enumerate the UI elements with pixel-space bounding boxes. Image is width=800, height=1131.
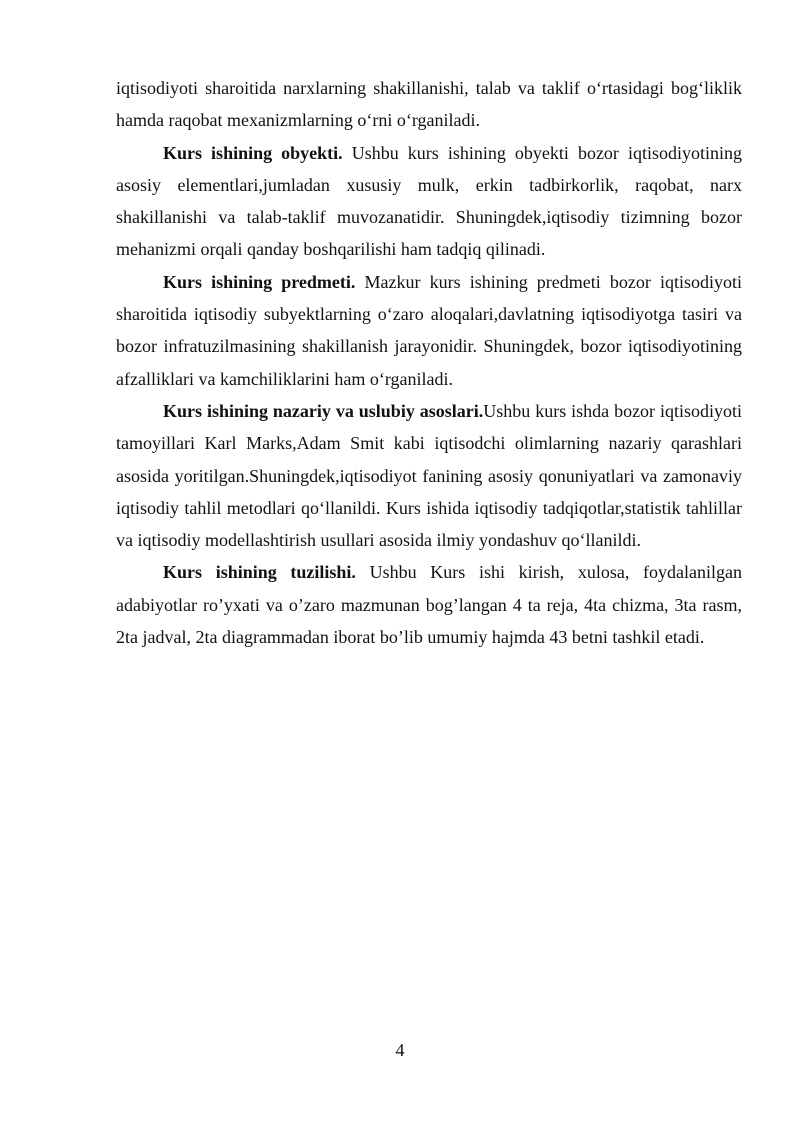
intro-paragraph: iqtisodiyoti sharoitida narxlarning shakillanishi, talab va taklif o‘rtasidagi bog‘liklik hamda raqobat mexanizmlarning o‘rni o‘rganiladi.: [116, 78, 742, 131]
paragraph-structure: [116, 556, 742, 653]
body-text: [116, 72, 742, 653]
paragraph-body-structure: Ushbu Kurs ishi kirish, xulosa, foydalanilgan adabiyotlar ro’yxati va o’zaro mazmunan bog’langan 4 ta reja, 4ta chizma, 3ta rasm, 2ta jadval, 2ta diagrammadan iborat bo’lib umumiy hajmda 43 betni tashkil etadi.: [116, 562, 742, 648]
paragraph-heading-subject: Kurs ishining predmeti.: [163, 271, 356, 292]
paragraph-body-object: Ushbu kurs ishining obyekti bozor iqtisodiyotining asosiy elementlari,jumladan xususiy mulk, erkin tadbirkorlik, raqobat, narx shakillanishi va talab-taklif muvozanatidir. Shuningdek,iqtisodiy tizimning bozor mehanizmi orqali qanday boshqarilishi ham tadqiq qilinadi.: [116, 142, 742, 260]
page-number: 4: [395, 1040, 405, 1060]
paragraph-body-methodology: Ushbu kurs ishda bozor iqtisodiyoti tamoyillari Karl Marks,Adam Smit kabi iqtisodchi olimlarning nazariy qarashlari asosida yoritilgan.Shuningdek,iqtisodiyot fanining asosiy qonuniyatlari va zamonaviy iqtisodiy tahlil metodlari qo‘llanildi. Kurs ishida iqtisodiy tadqiqotlar,statistik tahlillar va iqtisodiy modellashtirish usullari asosida ilmiy yondashuv qo‘llanildi.: [116, 400, 743, 551]
paragraph-heading-structure: Kurs ishining tuzilishi.: [163, 562, 356, 583]
paragraph-object: [116, 137, 742, 266]
paragraph-subject: [116, 266, 742, 395]
paragraph-heading-object: Kurs ishining obyekti.: [163, 142, 343, 163]
paragraph-heading-methodology: Kurs ishining nazariy va uslubiy asoslari.: [163, 400, 484, 421]
paragraph-methodology: [116, 395, 742, 556]
paragraph-body-subject: Mazkur kurs ishining predmeti bozor iqtisodiyoti sharoitida iqtisodiy subyektlarning o‘zaro aloqalari,davlatning iqtisodiyotga tasiri va bozor infratuzilmasining shakillanish jarayonidir. Shuningdek, bozor iqtisodiyotining afzalliklari va kamchiliklarini ham o‘rganiladi.: [116, 271, 742, 389]
